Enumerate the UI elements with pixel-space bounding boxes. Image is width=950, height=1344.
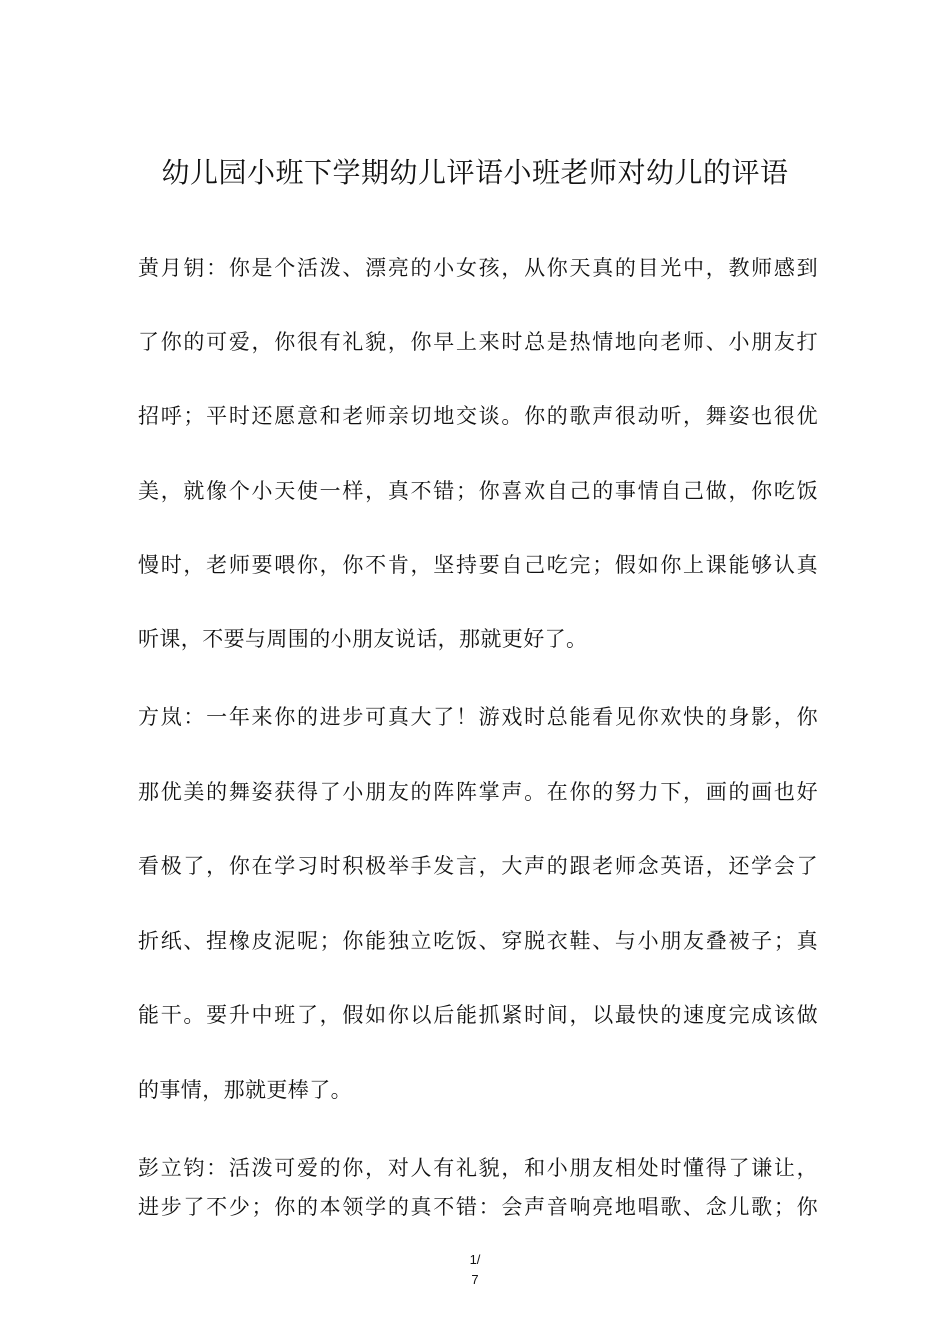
paragraph-3-line-2: 进步了不少；你的本领学的真不错：会声音响亮地唱歌、念儿歌；你 bbox=[138, 1195, 818, 1219]
paragraph-3-line-1: 彭立钧：活泼可爱的你，对人有礼貌，和小朋友相处时懂得了谦让， bbox=[138, 1156, 818, 1180]
paragraph-2-line-5: 能干。要升中班了，假如你以后能抓紧时间，以最快的速度完成该做 bbox=[138, 1003, 818, 1027]
paragraph-2-line-3: 看极了，你在学习时积极举手发言，大声的跟老师念英语，还学会了 bbox=[138, 854, 818, 878]
paragraph-2-line-4: 折纸、捏橡皮泥呢；你能独立吃饭、穿脱衣鞋、与小朋友叠被子；真 bbox=[138, 929, 818, 953]
paragraph-1-line-1: 黄月钥：你是个活泼、漂亮的小女孩，从你天真的目光中，教师感到 bbox=[138, 256, 818, 280]
paragraph-1-line-3: 招呼；平时还愿意和老师亲切地交谈。你的歌声很动听，舞姿也很优 bbox=[138, 404, 818, 428]
paragraph-1-line-4: 美，就像个小天使一样，真不错；你喜欢自己的事情自己做，你吃饭 bbox=[138, 479, 818, 503]
paragraph-2-line-1: 方岚：一年来你的进步可真大了！游戏时总能看见你欢快的身影，你 bbox=[138, 705, 818, 729]
page-number-line-2: 7 bbox=[471, 1272, 479, 1287]
paragraph-1-line-5: 慢时，老师要喂你，你不肯，坚持要自己吃完；假如你上课能够认真 bbox=[138, 553, 818, 577]
paragraph-2-line-2: 那优美的舞姿获得了小朋友的阵阵掌声。在你的努力下，画的画也好 bbox=[138, 780, 818, 804]
paragraph-1-line-2: 了你的可爱，你很有礼貌，你早上来时总是热情地向老师、小朋友打 bbox=[138, 330, 818, 354]
page-title: 幼儿园小班下学期幼儿评语小班老师对幼儿的评语 bbox=[161, 156, 789, 189]
paragraph-2-line-6: 的事情，那就更棒了。 bbox=[138, 1078, 352, 1102]
page-number-line-1: 1/ bbox=[469, 1252, 481, 1267]
paragraph-1-line-6: 听课，不要与周围的小朋友说话，那就更好了。 bbox=[138, 627, 588, 651]
